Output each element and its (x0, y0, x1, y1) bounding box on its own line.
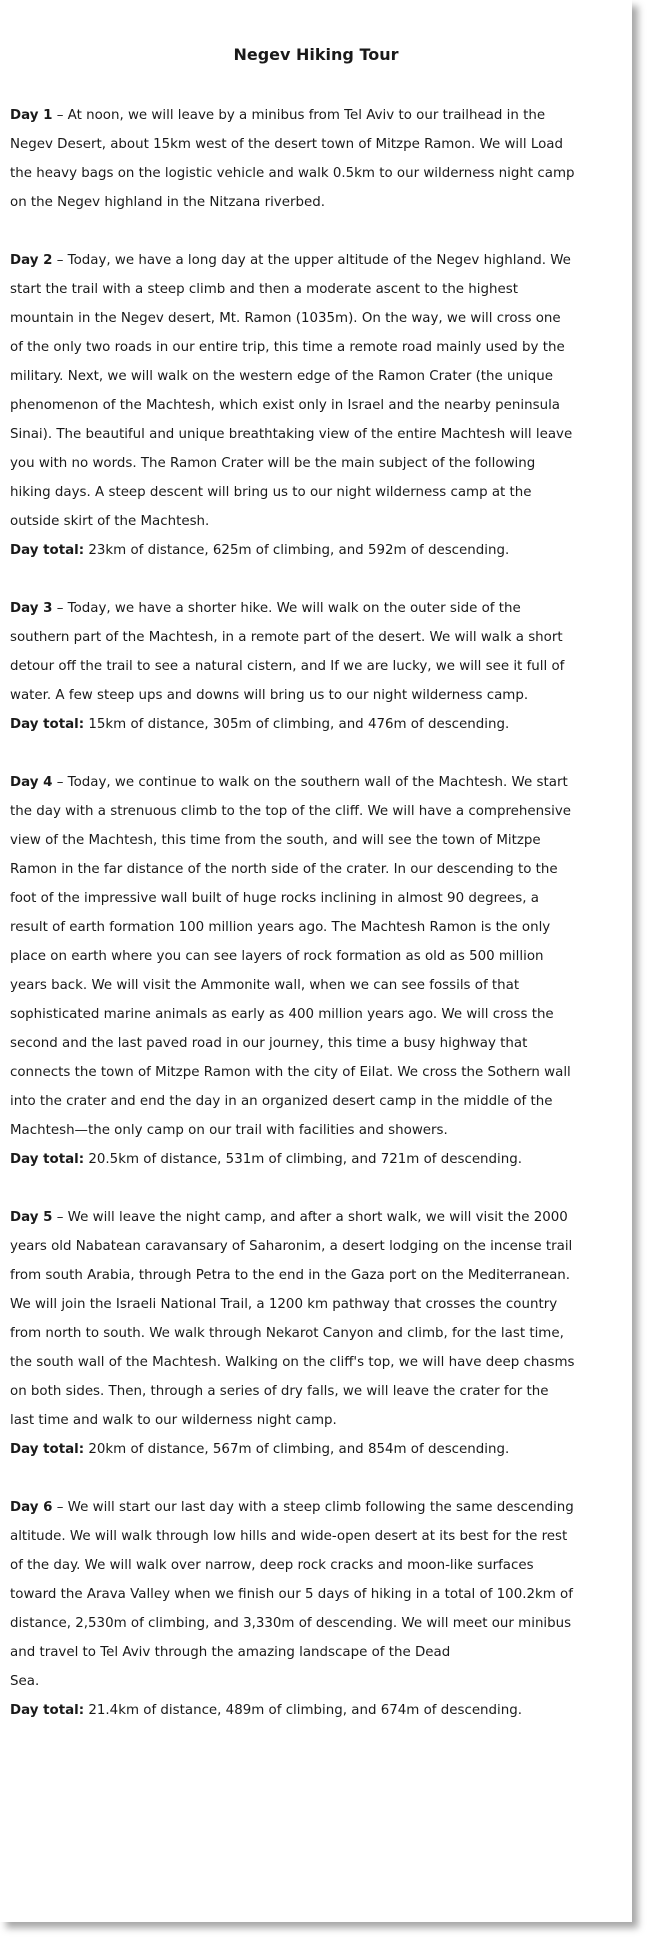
day-6-total (10, 1696, 576, 1725)
day-1-description (10, 101, 576, 217)
day-5-text: – We will leave the night camp, and after a short walk, we will visit the 2000 years old Nabatean caravansary of Saharonim, a desert lodging on the incense trail from south Arabia, through Petra to the end in the Gaza port on the Mediterranean. We will join the Israeli National Trail, a 1200 km pathway that crosses the country from north to south. We walk through Nekarot Canyon and climb, for the last time, the south wall of the Machtesh. Walking on the cliff's top, we will have deep chasms on both sides. Then, through a series of dry falls, we will leave the crater for the last time and walk to our wilderness night camp. (10, 1210, 575, 1428)
day-3-total-label: Day total: (10, 717, 85, 732)
day-3-label: Day 3 (10, 601, 53, 616)
page-title: Negev Hiking Tour (233, 45, 399, 64)
day-1-label: Day 1 (10, 108, 53, 123)
day-3-total-value: 15km of distance, 305m of climbing, and 476m of descending. (88, 717, 510, 732)
day-4-total (10, 1145, 576, 1174)
day-1-text: – At noon, we will leave by a minibus from Tel Aviv to our trailhead in the Negev Desert, about 15km west of the desert town of Mitzpe Ramon. We will Load the heavy bags on the logistic vehicle and walk 0.5km to our wilderness night camp on the Negev highland in the Nitzana riverbed. (10, 108, 575, 210)
day-6-section (10, 1493, 576, 1725)
day-4-total-value: 20.5km of distance, 531m of climbing, and 721m of descending. (88, 1152, 523, 1167)
day-6-text: – We will start our last day with a steep climb following the same descending altitude. We will walk through low hills and wide-open desert at its best for the rest of the day. We will walk over narrow, deep rock cracks and moon-like surfaces toward the Arava Valley when we finish our 5 days of hiking in a total of 100.2km of distance, 2,530m of climbing, and 3,330m of descending. We will meet our minibus and travel to Tel Aviv through the amazing landscape of the Dead (10, 1500, 574, 1660)
day-2-total-value: 23km of distance, 625m of climbing, and 592m of descending. (88, 543, 510, 558)
day-2-description (10, 246, 576, 536)
day-3-total (10, 710, 576, 739)
itinerary (10, 101, 576, 1754)
day-6-total-label: Day total: (10, 1703, 85, 1718)
day-1-section (10, 101, 576, 217)
day-6-label: Day 6 (10, 1500, 53, 1515)
day-4-label: Day 4 (10, 775, 53, 790)
day-4-text: – Today, we continue to walk on the southern wall of the Machtesh. We start the day with a strenuous climb to the top of the cliff. We will have a comprehensive view of the Machtesh, this time from the south, and will see the town of Mitzpe Ramon in the far distance of the north side of the crater. In our descending to the foot of the impressive wall built of huge rocks inclining in almost 90 degrees, a result of earth formation 100 million years ago. The Machtesh Ramon is the only place on earth where you can see layers of rock formation as old as 500 million years back. We will visit the Ammonite wall, when we can see fossils of that sophisticated marine animals as early as 400 million years ago. We will cross the second and the last paved road in our journey, this time a busy highway that connects the town of Mitzpe Ramon with the city of Eilat. We cross the Sothern wall into the crater and end the day in an organized desert camp in the middle of the Machtesh—the only camp on our trail with facilities and showers. (10, 775, 571, 1138)
day-5-description (10, 1203, 576, 1435)
day-5-total-label: Day total: (10, 1442, 85, 1457)
day-4-description (10, 768, 576, 1145)
day-6-description (10, 1493, 576, 1667)
day-4-section (10, 768, 576, 1174)
day-4-total-label: Day total: (10, 1152, 85, 1167)
day-3-text: – Today, we have a shorter hike. We will walk on the outer side of the southern part of the Machtesh, in a remote part of the desert. We will walk a short detour off the trail to see a natural cistern, and If we are lucky, we will see it full of water. A few steep ups and downs will bring us to our night wilderness camp. (10, 601, 565, 703)
day-5-label: Day 5 (10, 1210, 53, 1225)
day-6-text-end: Sea. (10, 1674, 40, 1689)
day-2-total (10, 536, 576, 565)
day-2-total-label: Day total: (10, 543, 85, 558)
day-5-total-value: 20km of distance, 567m of climbing, and 854m of descending. (88, 1442, 510, 1457)
day-5-section (10, 1203, 576, 1464)
day-2-text: – Today, we have a long day at the upper altitude of the Negev highland. We start the trail with a steep climb and then a moderate ascent to the highest mountain in the Negev desert, Mt. Ramon (1035m). On the way, we will cross one of the only two roads in our entire trip, this time a remote road mainly used by the military. Next, we will walk on the western edge of the Ramon Crater (the unique phenomenon of the Machtesh, which exist only in Israel and the nearby peninsula Sinai). The beautiful and unique breathtaking view of the entire Machtesh will leave you with no words. The Ramon Crater will be the main subject of the following hiking days. A steep descent will bring us to our night wilderness camp at the outside skirt of the Machtesh. (10, 253, 573, 529)
day-3-section (10, 594, 576, 739)
day-5-total (10, 1435, 576, 1464)
day-2-section (10, 246, 576, 565)
day-6-total-value: 21.4km of distance, 489m of climbing, and 674m of descending. (88, 1703, 523, 1718)
day-2-label: Day 2 (10, 253, 53, 268)
day-3-description (10, 594, 576, 710)
